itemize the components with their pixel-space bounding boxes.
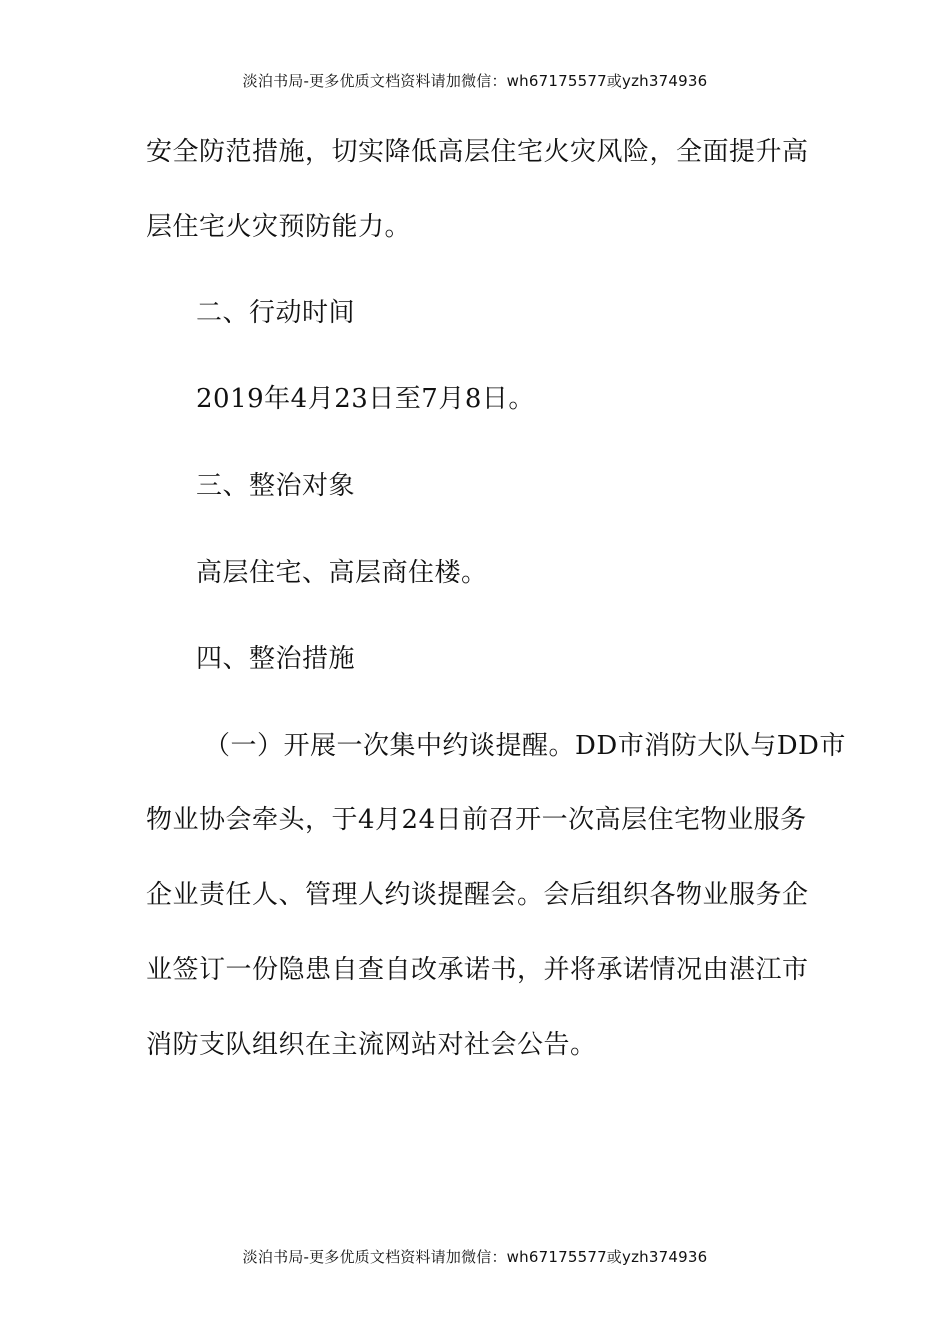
section-heading-targets: 三、整治对象 bbox=[196, 471, 356, 501]
paragraph-line: 层住宅火灾预防能力。 bbox=[146, 212, 412, 242]
paragraph-line: 2019年4月23日至7月8日。 bbox=[196, 384, 535, 414]
section-heading-action-time: 二、行动时间 bbox=[196, 298, 356, 328]
paragraph-line: 消防支队组织在主流网站对社会公告。 bbox=[146, 1030, 597, 1060]
paragraph-line: 物业协会牵头，于4月24日前召开一次高层住宅物业服务 bbox=[146, 805, 807, 835]
paragraph-line: 业签订一份隐患自查自改承诺书，并将承诺情况由湛江市 bbox=[146, 955, 809, 985]
paragraph-line: 企业责任人、管理人约谈提醒会。会后组织各物业服务企 bbox=[146, 880, 809, 910]
paragraph-line: 高层住宅、高层商住楼。 bbox=[196, 558, 488, 588]
paragraph-line: 安全防范措施，切实降低高层住宅火灾风险，全面提升高 bbox=[146, 137, 809, 167]
page-footer: 淡泊书局-更多优质文档资料请加微信：wh67175577或yzh374936 bbox=[242, 1248, 708, 1266]
page-header: 淡泊书局-更多优质文档资料请加微信：wh67175577或yzh374936 bbox=[242, 72, 708, 90]
paragraph-line: （一）开展一次集中约谈提醒。DD市消防大队与DD市 bbox=[204, 731, 846, 761]
section-heading-measures: 四、整治措施 bbox=[196, 644, 356, 674]
